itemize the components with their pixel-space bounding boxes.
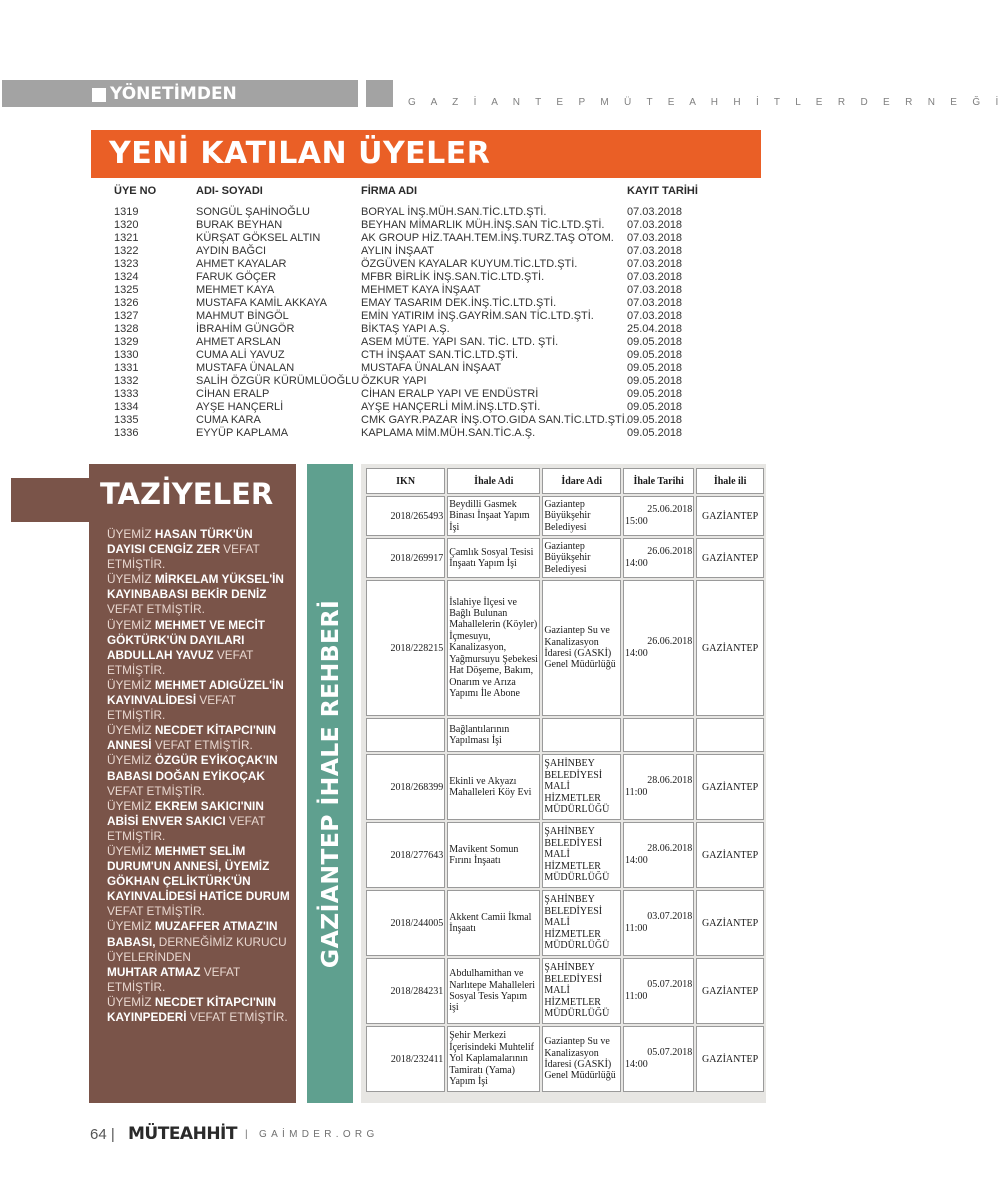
tender-date-cell <box>623 580 694 716</box>
tender-row <box>366 822 764 888</box>
member-row <box>0 336 839 349</box>
tender-date-cell <box>623 496 694 536</box>
member-name: CUMA ALİ YAVUZ <box>196 349 285 361</box>
member-row <box>0 284 839 297</box>
tender-authority: Gaziantep Büyükşehir Belediyesi <box>542 538 621 578</box>
member-no: 1331 <box>114 362 139 374</box>
member-firm: BEYHAN MİMARLIK MÜH.İNŞ.SAN TİC.LTD.ŞTİ. <box>361 219 605 231</box>
condolence-prefix: ÜYEMİZ <box>107 572 155 587</box>
member-row <box>0 310 839 323</box>
condolence-names: MEHMET ADIGÜZEL'İN KAYINVALİDESİ <box>107 677 284 708</box>
tender-ikn: 2018/269917 <box>366 538 445 578</box>
condolence-names: MİRKELAM YÜKSEL'İN KAYINBABASI BEKİR DENİZ <box>107 572 284 602</box>
tender-date: 25.06.2018 <box>647 504 693 515</box>
member-firm: MEHMET KAYA İNŞAAT <box>361 284 481 296</box>
member-row <box>0 388 839 401</box>
tender-row <box>366 580 764 716</box>
tender-authority: Gaziantep Büyükşehir Belediyesi <box>542 496 621 536</box>
magazine-logo: MÜTEAHHİT <box>128 1124 237 1144</box>
member-name: CUMA KARA <box>196 414 261 426</box>
condolence-prefix: ÜYEMİZ <box>107 617 155 632</box>
tender-name: Mavikent Somun Fırını İnşaatı <box>447 822 540 888</box>
tender-ikn: 2018/277643 <box>366 822 445 888</box>
members-list <box>0 206 839 440</box>
tender-table-panel <box>361 464 766 1103</box>
member-row <box>0 258 839 271</box>
member-date: 09.05.2018 <box>627 388 683 400</box>
condolence-names: MEHMET SELİM DURUM'UN ANNESİ, ÜYEMİZ GÖKHAN ÇELİKTÜRK'ÜN KAYINVALİDESİ HATİCE DURUM <box>107 843 290 904</box>
member-date: 07.03.2018 <box>627 310 683 322</box>
new-members-banner <box>91 130 761 178</box>
tender-time: 11:00 <box>624 787 648 798</box>
condolence-item <box>107 527 293 572</box>
tender-authority: Gaziantep Su ve Kanalizasyon İdaresi (GASKİ) Genel Müdürlüğü <box>542 1026 621 1092</box>
member-firm: KAPLAMA MİM.MÜH.SAN.TİC.A.Ş. <box>361 427 536 439</box>
condolence-names: EKREM SAKICI'NIN ABİSİ ENVER SAKICI <box>107 798 264 828</box>
condolence-item <box>107 799 293 844</box>
tender-time: 15:00 <box>624 516 648 527</box>
member-no: 1333 <box>114 388 139 400</box>
member-row <box>0 323 839 336</box>
member-no: 1335 <box>114 414 139 426</box>
tender-authority: ŞAHİNBEY BELEDİYESİ MALİ HİZMETLER MÜDÜRLÜĞÜ <box>542 822 621 888</box>
tender-ikn: 2018/232411 <box>366 1026 445 1092</box>
website-url: GAİMDER.ORG <box>259 1129 379 1140</box>
tender-city: GAZİANTEP <box>696 496 764 536</box>
member-no: 1334 <box>114 401 139 413</box>
th-adi: İhale Adi <box>447 468 540 494</box>
tender-row <box>366 958 764 1024</box>
member-date: 09.05.2018 <box>627 427 683 439</box>
member-name: MEHMET KAYA <box>196 284 275 296</box>
condolence-suffix: VEFAT ETMİŞTİR. <box>107 542 260 572</box>
member-no: 1326 <box>114 297 139 309</box>
tender-name: Akkent Camii İkmal İnşaatı <box>447 890 540 956</box>
member-date: 09.05.2018 <box>627 362 683 374</box>
tender-time: 11:00 <box>624 923 648 934</box>
tender-ikn: 2018/265493 <box>366 496 445 536</box>
tender-time: 14:00 <box>624 648 648 659</box>
tender-name: Şehir Merkezi İçerisindeki Muhtelif Yol Kaplamalarının Tamiratı (Yama) Yapım İşi <box>447 1026 540 1092</box>
member-name: BURAK BEYHAN <box>196 219 283 231</box>
member-firm: AYŞE HANÇERLİ MİM.İNŞ.LTD.ŞTİ. <box>361 401 541 413</box>
tender-row <box>366 496 764 536</box>
member-no: 1321 <box>114 232 139 244</box>
member-no: 1325 <box>114 284 139 296</box>
condolence-suffix: VEFAT ETMİŞTİR. <box>186 1010 288 1024</box>
tender-city: GAZİANTEP <box>696 1026 764 1092</box>
member-firm: AK GROUP HİZ.TAAH.TEM.İNŞ.TURZ.TAŞ OTOM. <box>361 232 614 244</box>
tender-city: GAZİANTEP <box>696 890 764 956</box>
tender-authority: ŞAHİNBEY BELEDİYESİ MALİ HİZMETLER MÜDÜRLÜĞÜ <box>542 958 621 1024</box>
tender-city: GAZİANTEP <box>696 822 764 888</box>
condolence-prefix: ÜYEMİZ <box>107 843 155 858</box>
member-no: 1329 <box>114 336 139 348</box>
condolence-suffix: VEFAT ETMİŞTİR. <box>151 738 253 753</box>
tender-authority: Gaziantep Su ve Kanalizasyon İdaresi (GASKİ) Genel Müdürlüğü <box>542 580 621 716</box>
page-number: 64 | <box>90 1126 115 1143</box>
tender-guide-title: GAZİANTEP İHALE REHBERİ <box>316 599 344 969</box>
member-date: 25.04.2018 <box>627 323 683 335</box>
tender-date: 03.07.2018 <box>647 911 693 922</box>
condolences-text <box>107 527 293 1025</box>
member-row <box>0 427 839 440</box>
member-row <box>0 349 839 362</box>
member-firm: ÖZGÜVEN KAYALAR KUYUM.TİC.LTD.ŞTİ. <box>361 258 578 270</box>
member-firm: EMAY TASARIM DEK.İNŞ.TİC.LTD.ŞTİ. <box>361 297 557 309</box>
th-il: İhale ili <box>696 468 764 494</box>
condolence-item <box>107 965 293 995</box>
tender-row <box>366 538 764 578</box>
condolence-suffix: VEFAT ETMİŞTİR. <box>107 964 241 994</box>
tender-ikn: 2018/228215 <box>366 580 445 716</box>
member-firm: BORYAL İNŞ.MÜH.SAN.TİC.LTD.ŞTİ. <box>361 206 547 218</box>
member-no: 1324 <box>114 271 139 283</box>
condolence-prefix: ÜYEMİZ <box>107 919 155 934</box>
tender-date-cell <box>623 718 694 752</box>
tender-row <box>366 890 764 956</box>
col-header-no: ÜYE NO <box>114 185 157 197</box>
condolence-names: MEHMET VE MECİT GÖKTÜRK'ÜN DAYILARI ABDULLAH YAVUZ <box>107 617 265 662</box>
member-firm: BİKTAŞ YAPI A.Ş. <box>361 323 450 335</box>
member-no: 1332 <box>114 375 139 387</box>
th-idare: İdare Adi <box>542 468 621 494</box>
tender-ikn: 2018/268399 <box>366 754 445 820</box>
condolence-prefix: ÜYEMİZ <box>107 723 155 738</box>
condolence-item <box>107 844 293 919</box>
member-row <box>0 401 839 414</box>
member-firm: ASEM MÜTE. YAPI SAN. TİC. LTD. ŞTİ. <box>361 336 559 348</box>
tender-date: 26.06.2018 <box>647 636 693 647</box>
member-row <box>0 375 839 388</box>
tender-date: 26.06.2018 <box>647 546 693 557</box>
condolences-tab <box>11 478 96 522</box>
condolence-item <box>107 618 293 678</box>
member-name: AHMET ARSLAN <box>196 336 281 348</box>
tender-city <box>696 718 764 752</box>
member-name: AYŞE HANÇERLİ <box>196 401 284 413</box>
tender-authority: ŞAHİNBEY BELEDİYESİ MALİ HİZMETLER MÜDÜRLÜĞÜ <box>542 754 621 820</box>
member-name: FARUK GÖÇER <box>196 271 277 283</box>
member-date: 07.03.2018 <box>627 206 683 218</box>
member-firm: CMK GAYR.PAZAR İNŞ.OTO.GIDA SAN.TİC.LTD.ŞTİ. <box>361 414 628 426</box>
header-accent-block <box>366 80 393 107</box>
tender-ikn: 2018/244005 <box>366 890 445 956</box>
member-row <box>0 206 839 219</box>
tender-guide-sidebar <box>307 464 353 1103</box>
member-no: 1323 <box>114 258 139 270</box>
tender-date-cell <box>623 822 694 888</box>
tender-row <box>366 754 764 820</box>
member-date: 07.03.2018 <box>627 232 683 244</box>
condolence-item <box>107 919 293 964</box>
member-name: SONGÜL ŞAHİNOĞLU <box>196 206 310 218</box>
condolence-item <box>107 678 293 723</box>
member-name: SALİH ÖZGÜR KÜRÜMLÜOĞLU <box>196 375 360 387</box>
condolence-item <box>107 572 293 617</box>
member-no: 1330 <box>114 349 139 361</box>
tender-authority: ŞAHİNBEY BELEDİYESİ MALİ HİZMETLER MÜDÜRLÜĞÜ <box>542 890 621 956</box>
tender-name: İslahiye İlçesi ve Bağlı Bulunan Mahallelerin (Köyler) İçmesuyu, Kanalizasyon, Yağmursuyu Şebekesi Hat Döşeme, Bakım, Onarım ve Arıza Yapımı İle Abone <box>447 580 540 716</box>
member-firm: CİHAN ERALP YAPI VE ENDÜSTRİ <box>361 388 539 400</box>
tender-city: GAZİANTEP <box>696 580 764 716</box>
member-row <box>0 362 839 375</box>
condolence-item <box>107 995 293 1025</box>
condolences-title: TAZİYELER <box>100 477 274 511</box>
member-no: 1319 <box>114 206 139 218</box>
member-no: 1327 <box>114 310 139 322</box>
member-date: 07.03.2018 <box>627 271 683 283</box>
member-date: 07.03.2018 <box>627 297 683 309</box>
tender-ikn: 2018/284231 <box>366 958 445 1024</box>
member-row <box>0 271 839 284</box>
tender-date: 28.06.2018 <box>647 843 693 854</box>
condolence-suffix: DERNEĞİMİZ KURUCU ÜYELERİNDEN <box>107 934 287 964</box>
tender-ikn <box>366 718 445 752</box>
tender-row <box>366 718 764 752</box>
member-no: 1322 <box>114 245 139 257</box>
member-date: 07.03.2018 <box>627 284 683 296</box>
condolence-suffix: VEFAT ETMİŞTİR. <box>107 602 205 617</box>
tender-date: 05.07.2018 <box>647 979 693 990</box>
member-date: 07.03.2018 <box>627 258 683 270</box>
tender-time: 14:00 <box>624 558 648 569</box>
member-firm: MUSTAFA ÜNALAN İNŞAAT <box>361 362 502 374</box>
member-row <box>0 232 839 245</box>
tender-date: 05.07.2018 <box>647 1047 693 1058</box>
member-row <box>0 245 839 258</box>
member-name: İBRAHİM GÜNGÖR <box>196 323 295 335</box>
member-no: 1336 <box>114 427 139 439</box>
condolence-names: HASAN TÜRK'ÜN DAYISI CENGİZ ZER <box>107 527 253 557</box>
member-name: AHMET KAYALAR <box>196 258 287 270</box>
footer-separator: | <box>245 1129 252 1140</box>
tender-date-cell <box>623 754 694 820</box>
member-firm: MFBR BİRLİK İNŞ.SAN.TİC.LTD.ŞTİ. <box>361 271 545 283</box>
member-name: KÜRŞAT GÖKSEL ALTIN <box>196 232 321 244</box>
member-name: MAHMUT BİNGÖL <box>196 310 289 322</box>
member-name: CİHAN ERALP <box>196 388 270 400</box>
condolence-names: ÖZGÜR EYİKOÇAK'IN BABASI DOĞAN EYİKOÇAK <box>107 753 278 783</box>
tender-row <box>366 1026 764 1092</box>
condolence-suffix: VEFAT ETMİŞTİR. <box>107 693 236 723</box>
col-header-date: KAYIT TARİHİ <box>627 185 698 197</box>
tender-name: Abdulhamithan ve Narlıtepe Mahalleleri Sosyal Tesis Yapım işi <box>447 958 540 1024</box>
condolence-suffix: VEFAT ETMİŞTİR. <box>107 783 205 798</box>
member-firm: CTH İNŞAAT SAN.TİC.LTD.ŞTİ. <box>361 349 519 361</box>
th-ikn: IKN <box>366 468 445 494</box>
condolence-prefix: ÜYEMİZ <box>107 798 155 813</box>
member-date: 07.03.2018 <box>627 245 683 257</box>
tender-authority <box>542 718 621 752</box>
condolence-suffix: VEFAT ETMİŞTİR. <box>107 904 205 919</box>
th-tarih: İhale Tarihi <box>623 468 694 494</box>
member-row <box>0 219 839 232</box>
member-row <box>0 297 839 310</box>
tender-name: Çamlık Sosyal Tesisi İnşaatı Yapım İşi <box>447 538 540 578</box>
tender-date-cell <box>623 1026 694 1092</box>
member-date: 09.05.2018 <box>627 401 683 413</box>
member-date: 09.05.2018 <box>627 349 683 361</box>
tender-time: 11:00 <box>624 991 648 1002</box>
member-name: EYYÜP KAPLAMA <box>196 427 289 439</box>
tender-date: 28.06.2018 <box>647 775 693 786</box>
condolence-prefix: ÜYEMİZ <box>107 677 155 692</box>
condolence-prefix: ÜYEMİZ <box>107 994 155 1009</box>
condolence-names: MUHTAR ATMAZ <box>107 964 201 979</box>
member-no: 1320 <box>114 219 139 231</box>
member-row <box>0 414 839 427</box>
member-date: 07.03.2018 <box>627 219 683 231</box>
section-title: YÖNETİMDEN <box>110 84 237 104</box>
condolence-names: NECDET KİTAPCI'NIN ANNESİ <box>107 723 277 753</box>
member-firm: ÖZKUR YAPI <box>361 375 427 387</box>
condolence-suffix: VEFAT ETMİŞTİR. <box>107 647 254 677</box>
member-firm: AYLIN İNŞAAT <box>361 245 434 257</box>
tender-city: GAZİANTEP <box>696 754 764 820</box>
member-date: 09.05.2018 <box>627 336 683 348</box>
square-bullet-icon <box>92 88 106 102</box>
tender-city: GAZİANTEP <box>696 538 764 578</box>
condolence-item <box>107 753 293 798</box>
tender-name: Bağlantılarının Yapılması İşi <box>447 718 540 752</box>
tender-date-cell <box>623 890 694 956</box>
condolence-suffix: VEFAT ETMİŞTİR. <box>107 813 266 843</box>
tender-time: 14:00 <box>624 855 648 866</box>
condolence-names: NECDET KİTAPCI'NIN KAYINPEDERİ <box>107 994 277 1024</box>
tender-table-header <box>366 468 764 494</box>
condolence-names: MUZAFFER ATMAZ'IN BABASI, <box>107 919 278 949</box>
member-date: 09.05.2018 <box>627 414 683 426</box>
tender-date-cell <box>623 958 694 1024</box>
col-header-firm: FİRMA ADI <box>361 185 418 197</box>
footer-url-line <box>245 1129 379 1140</box>
member-no: 1328 <box>114 323 139 335</box>
tender-name: Ekinli ve Akyazı Mahalleleri Köy Evi <box>447 754 540 820</box>
condolence-prefix: ÜYEMİZ <box>107 527 155 541</box>
condolence-prefix: ÜYEMİZ <box>107 753 155 768</box>
tender-table <box>364 466 766 1094</box>
tender-time: 14:00 <box>624 1059 648 1070</box>
tender-city: GAZİANTEP <box>696 958 764 1024</box>
member-name: MUSTAFA ÜNALAN <box>196 362 295 374</box>
member-date: 09.05.2018 <box>627 375 683 387</box>
condolence-item <box>107 723 293 753</box>
member-name: MUSTAFA KAMİL AKKAYA <box>196 297 328 309</box>
member-name: AYDIN BAĞCI <box>196 245 267 257</box>
col-header-name: ADI- SOYADI <box>196 185 263 197</box>
new-members-title: YENİ KATILAN ÜYELER <box>109 136 491 171</box>
association-name: G A Z İ A N T E P M Ü T E A H H İ T L E R D E R N E Ğ İ <box>408 97 1005 108</box>
tender-date-cell <box>623 538 694 578</box>
tender-name: Beydilli Gasmek Binası İnşaat Yapım İşi <box>447 496 540 536</box>
member-firm: EMİN YATIRIM İNŞ.GAYRİM.SAN TİC.LTD.ŞTİ. <box>361 310 594 322</box>
